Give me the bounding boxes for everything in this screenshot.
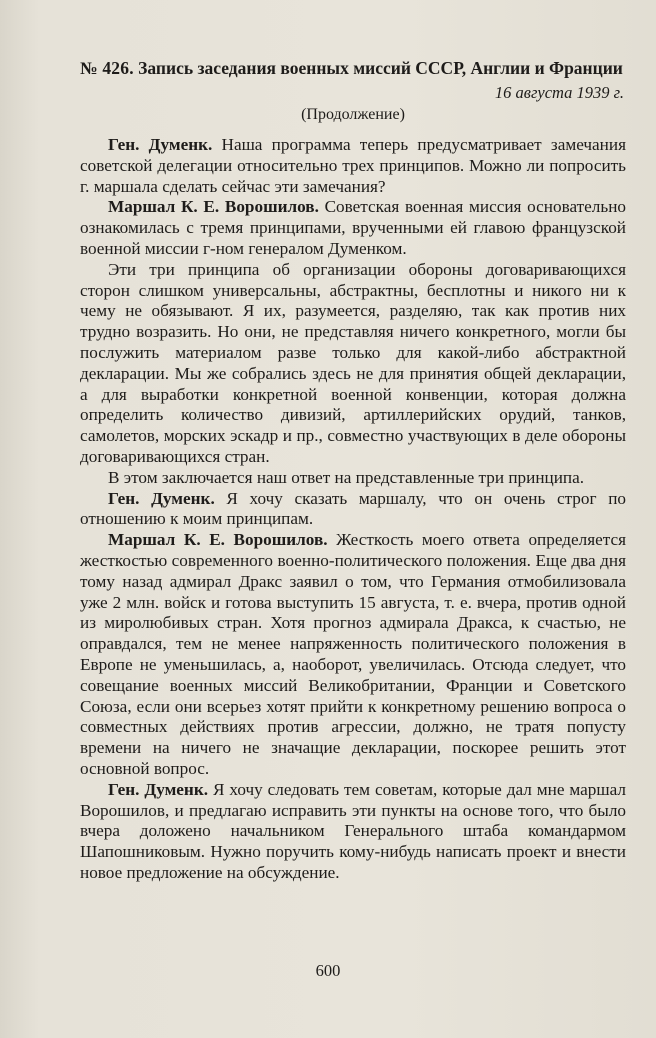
document-subtitle: (Продолжение)	[301, 106, 405, 123]
speaker-name: Ген. Думенк.	[108, 488, 215, 508]
speaker-name: Маршал К. Е. Ворошилов.	[108, 197, 319, 217]
paragraph	[80, 197, 626, 259]
document-date: 16 августа 1939 г.	[494, 83, 624, 102]
document-title: Запись заседания военных миссий СССР, Англии и Франции	[138, 58, 623, 78]
paragraph-text: В этом заключается наш ответ на представленные три принципа.	[108, 467, 585, 487]
paragraph	[80, 135, 626, 197]
paragraph-text: Эти три принципа об организации обороны договаривающихся сторон слишком универсальны, абстрактны, бесплотны и никого ни к чему не обязывают. Я их, разумеется, разделяю, так как против них трудно возразить. Но они, не представляя ничего конкретного, могли бы послужить материалом разве только для какой-либо абстрактной декларации. Мы же собрались здесь не для принятия общей декларации, а для выработки конкретной военной конвенции, которая должна определить количество дивизий, артиллерийских орудий, танков, самолетов, морских эскадр и пр., совместно участвующих в деле обороны договаривающихся стран.	[80, 259, 626, 466]
speaker-name: Ген. Думенк.	[108, 135, 213, 154]
paragraph-text: Я хочу следовать тем советам, которые дал мне маршал Ворошилов, и предлагаю исправить эти пункты на основе того, что было вчера доложено начальником Генерального штаба командармом Шапошниковым. Нужно поручить кому-нибудь написать проект и внести новое предложение на обсуждение.	[80, 779, 626, 882]
paragraph	[80, 780, 626, 884]
speaker-name: Ген. Думенк.	[108, 779, 209, 799]
document-number: № 426.	[80, 58, 134, 78]
paragraph	[80, 530, 626, 780]
paragraph	[80, 489, 626, 531]
paragraph-text: Жесткость моего ответа определяется жесткостью современного военно-политического положения. Еще два дня тому назад адмирал Дракс заявил о том, что Германия отмобилизовала уже 2 млн. войск и готова выступить 15 августа, т. е. вчера, против одной из миролюбивых стран. Хотя прогноз адмирала Дракса, к счастью, не оправдался, тем не менее напряженность политического положения в Европе не уменьшилась, а, наоборот, увеличилась. Отсюда следует, что совещание военных миссий Великобритании, Франции и Советского Союза, если они всерьез хотят прийти к конкретному решению вопроса о совместных действиях против агрессии, должно, не тратя попусту времени на ничего не значащие декларации, поскорее решить этот основной вопрос.	[80, 530, 626, 778]
paragraph-text: Я хочу сказать маршалу, что он очень строг по отношению к моим принципам.	[80, 488, 626, 529]
document-heading	[80, 58, 626, 79]
page-number: 600	[315, 961, 341, 980]
paragraph-text: Наша программа теперь предусматривает замечания советской делегации относительно трех принципов. Можно ли попросить г. маршала сделать сейчас эти замечания?	[80, 135, 626, 196]
paragraph	[80, 260, 626, 468]
speaker-name: Маршал К. Е. Ворошилов.	[108, 530, 328, 550]
paragraph-text: Советская военная миссия основательно ознакомилась с тремя принципами, врученными ей главою французской военной миссии г-ном генералом Думенком.	[80, 197, 626, 258]
paragraph	[80, 468, 626, 489]
